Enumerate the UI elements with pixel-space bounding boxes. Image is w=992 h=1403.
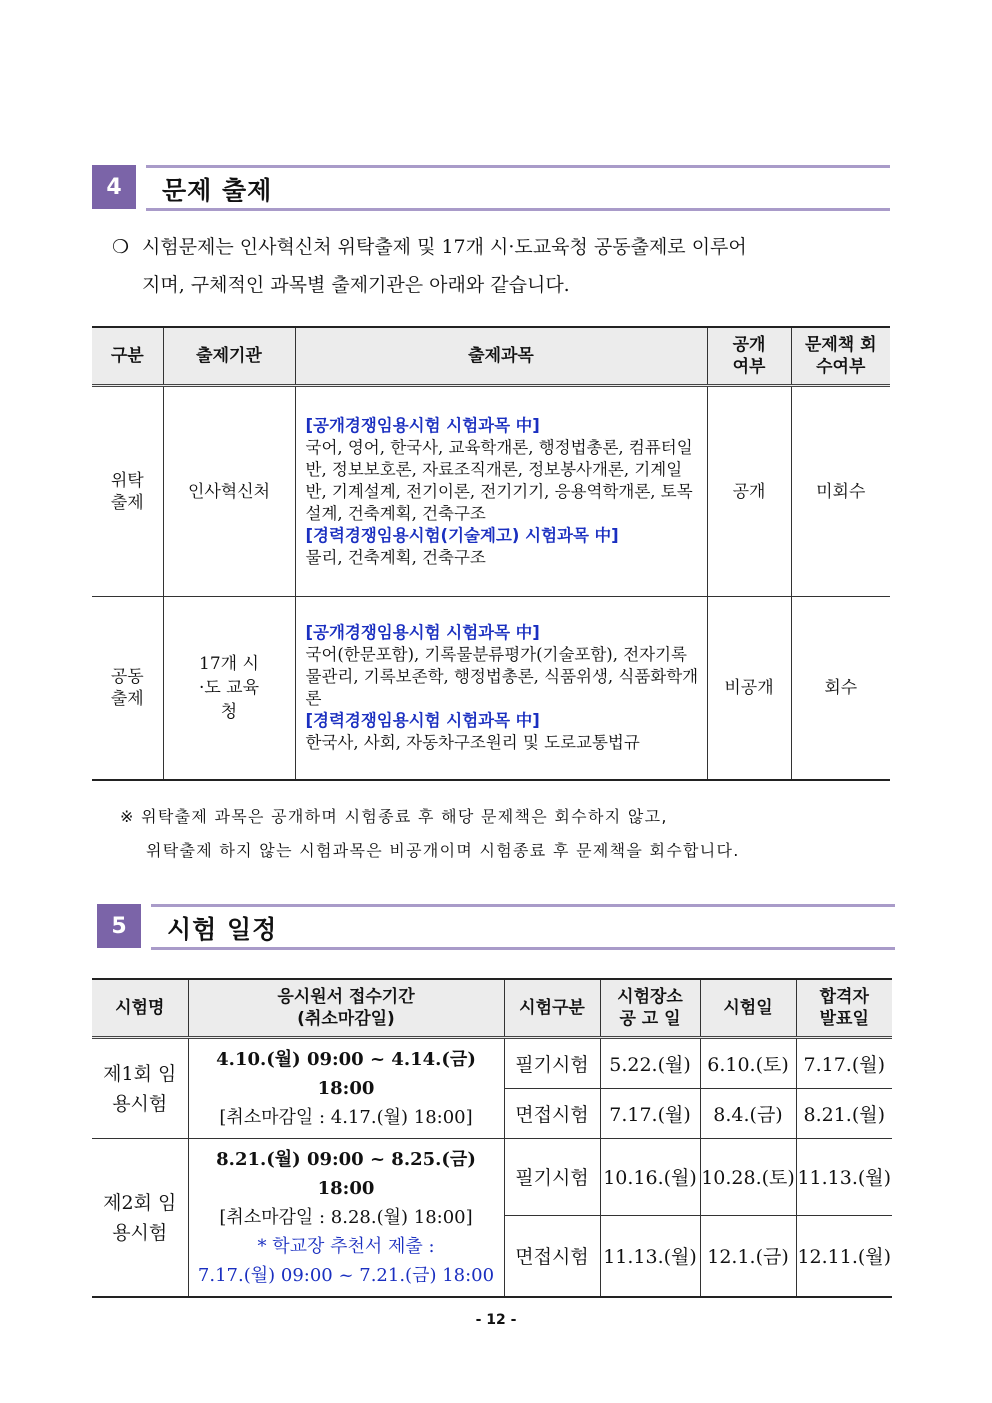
subjects-list: 국어(한문포함), 기록물분류평가(기술포함), 전자기록물관리, 기록보존학, 행정법총론, 식품위생, 식품화학개론	[305, 644, 699, 708]
subjects-list: 물리, 건축계획, 건축구조	[305, 547, 486, 567]
header-name: 시험명	[92, 979, 188, 1038]
row-category: 공동 출제	[92, 597, 163, 780]
row-category: 위탁 출제	[92, 386, 163, 597]
subjects-heading: [경력경쟁임용시험(기술계고) 시험과목 中]	[305, 525, 619, 545]
stage-date: 8.4.(금)	[700, 1089, 796, 1139]
header-result: 합격자 발표일	[796, 979, 892, 1038]
header-org: 출제기관	[163, 327, 295, 386]
section-number: 4	[92, 165, 136, 209]
divider	[146, 165, 890, 168]
divider	[151, 947, 895, 950]
row-subjects	[295, 386, 707, 597]
section-4-header	[92, 165, 890, 211]
stage-type: 필기시험	[504, 1139, 600, 1216]
section-title: 문제 출제	[162, 176, 273, 205]
circle-bullet-icon: ❍	[112, 236, 130, 258]
round-name: 제2회 임용시험	[92, 1139, 188, 1298]
header-category: 구분	[92, 327, 163, 386]
round-period: 8.21.(월) 09:00 ~ 8.25.(금) 18:00 [취소마감일 : 8.28.(월) 18:00] * 학교장 추천서 제출 : 7.17.(월) 09:00 ~ 7.21.(금) 18:00	[188, 1139, 504, 1298]
header-period: 응시원서 접수기간 (취소마감일)	[188, 979, 504, 1038]
table-row	[92, 597, 890, 780]
table-header-row	[92, 327, 890, 386]
header-collect: 문제책 회수여부	[791, 327, 890, 386]
subjects-heading: [경력경쟁임용시험 시험과목 中]	[305, 710, 540, 730]
stage-notice: 11.13.(월)	[600, 1215, 700, 1297]
stage-date: 6.10.(토)	[700, 1038, 796, 1089]
note-line-2: 위탁출제 하지 않는 시험과목은 비공개이며 시험종료 후 문제책을 회수합니다.	[146, 841, 740, 860]
stage-date: 10.28.(토)	[700, 1139, 796, 1216]
stage-result: 7.17.(월)	[796, 1038, 892, 1089]
row-public: 공개	[707, 386, 791, 597]
stage-type: 면접시험	[504, 1215, 600, 1297]
exam-setter-table	[92, 326, 890, 781]
header-subjects: 출제과목	[295, 327, 707, 386]
section-number: 5	[97, 904, 141, 948]
intro-line-1: 시험문제는 인사혁신처 위탁출제 및 17개 시·도교육청 공동출제로 이루어	[142, 236, 747, 258]
row-org: 인사혁신처	[163, 386, 295, 597]
row-collect: 미회수	[791, 386, 890, 597]
row-collect: 회수	[791, 597, 890, 780]
section-5-header	[97, 904, 895, 950]
header-date: 시험일	[700, 979, 796, 1038]
page-number: - 12 -	[475, 1312, 517, 1328]
stage-notice: 7.17.(월)	[600, 1089, 700, 1139]
row-public: 비공개	[707, 597, 791, 780]
subjects-heading: [공개경쟁임용시험 시험과목 中]	[305, 415, 540, 435]
header-notice: 시험장소 공 고 일	[600, 979, 700, 1038]
row-org: 17개 시·도 교육청	[163, 597, 295, 780]
subjects-list: 국어, 영어, 한국사, 교육학개론, 행정법총론, 컴퓨터일반, 정보보호론, 자료조직개론, 정보봉사개론, 기계일반, 기계설계, 전기이론, 전기기기, 응용역학개론, 토목설계, 건축계획, 건축구조	[305, 437, 693, 523]
intro-line-2: 지며, 구체적인 과목별 출제기관은 아래와 같습니다.	[142, 274, 570, 296]
round-period: 4.10.(월) 09:00 ~ 4.14.(금) 18:00 [취소마감일 : 4.17.(월) 18:00]	[188, 1038, 504, 1139]
stage-date: 12.1.(금)	[700, 1215, 796, 1297]
section-title: 시험 일정	[167, 915, 278, 944]
row-subjects	[295, 597, 707, 780]
round-name: 제1회 임용시험	[92, 1038, 188, 1139]
subjects-list: 한국사, 사회, 자동차구조원리 및 도로교통법규	[305, 732, 640, 752]
divider	[151, 904, 895, 907]
table-header-row	[92, 979, 892, 1038]
table-row	[92, 1139, 892, 1216]
stage-result: 11.13.(월)	[796, 1139, 892, 1216]
stage-type: 필기시험	[504, 1038, 600, 1089]
header-public: 공개 여부	[707, 327, 791, 386]
exam-schedule-table	[92, 978, 892, 1298]
note-line-1: ※ 위탁출제 과목은 공개하며 시험종료 후 해당 문제책은 회수하지 않고,	[120, 807, 668, 826]
subjects-heading: [공개경쟁임용시험 시험과목 中]	[305, 622, 540, 642]
stage-type: 면접시험	[504, 1089, 600, 1139]
stage-notice: 10.16.(월)	[600, 1139, 700, 1216]
divider	[146, 208, 890, 211]
stage-notice: 5.22.(월)	[600, 1038, 700, 1089]
table-row	[92, 386, 890, 597]
intro-paragraph	[112, 228, 907, 304]
header-type: 시험구분	[504, 979, 600, 1038]
table-note	[120, 800, 740, 868]
stage-result: 12.11.(월)	[796, 1215, 892, 1297]
stage-result: 8.21.(월)	[796, 1089, 892, 1139]
table-row	[92, 1038, 892, 1089]
